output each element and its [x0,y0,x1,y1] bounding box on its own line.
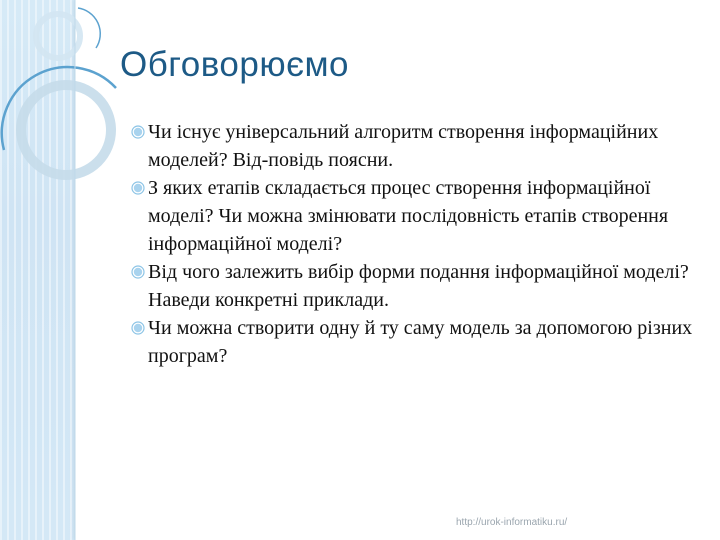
bullet-text: Чи можна створити одну й ту саму модель за допомогою різних програм? [148,317,693,367]
footer-url: http://urok-informatiku.ru/ [456,517,568,528]
small-ring [36,14,80,58]
large-ring [21,85,111,175]
bullet-circle-icon [130,320,146,336]
bullet-text: Чи існує універсальний алгоритм створення інформаційних моделей? Від-повідь поясни. [148,121,659,171]
bullet-item [130,258,705,314]
bullet-text: Від чого залежить вибір форми подання інформаційної моделі? Наведи конкретні приклади. [148,261,689,311]
bullet-item [130,314,705,370]
bullet-item [130,174,705,258]
bullet-item [130,118,705,174]
bullet-list [130,118,705,370]
bullet-circle-icon [130,180,146,196]
bullet-circle-icon [130,264,146,280]
slide-title: Обговорюємо [120,45,350,84]
bullet-circle-icon [130,124,146,140]
bullet-text: З яких етапів складається процес створення інформаційної моделі? Чи можна змінювати послідовність етапів створення інформаційної моделі? [148,177,669,255]
